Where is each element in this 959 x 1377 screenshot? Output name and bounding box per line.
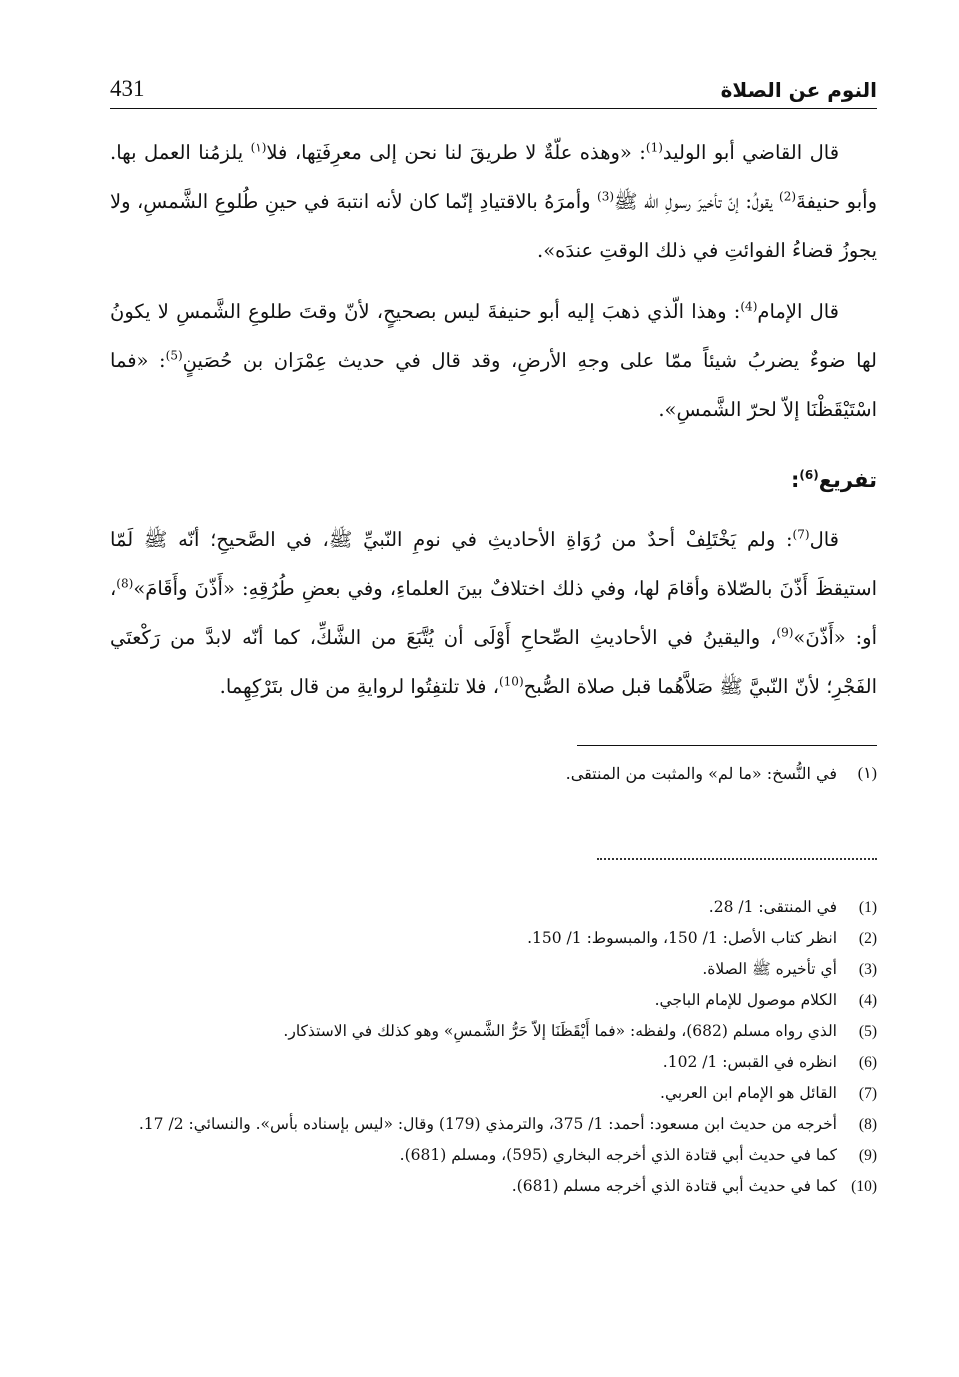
footnote-ref: (5) <box>165 348 183 363</box>
footnote-text: كما في حديث أبي قتادة الذي أخرجه مسلم (681). <box>511 1177 837 1195</box>
text-run: قال <box>809 528 839 551</box>
footnote-ref: (10) <box>498 674 524 689</box>
footnote-number: (10) <box>851 1178 877 1195</box>
footnote-item <box>110 1047 877 1078</box>
footnote-item <box>110 892 877 923</box>
footnote-number: (2) <box>858 930 877 947</box>
footnote-text: الذي رواه مسلم (682)، ولفظه: «فما أَيْقَظَنَا إلاّ حَرُّ الشَّمسِ» وهو كذلك في الاستذكار. <box>283 1022 837 1040</box>
heading-colon: : <box>790 468 800 492</box>
text-run: قال القاضي أبو الوليد <box>662 141 840 164</box>
text-run: ، فلا تلتفِتُوا لروايةِ من قال بتَرْكِهِما. <box>219 675 499 698</box>
text-run: : «وهذه علّةٌ لا طريقَ لنا نحن إلى معرِفَتِها، فلا <box>266 141 646 164</box>
text-run: : وهذا الّذي ذهبَ إليه أبو حنيفةَ ليس بصحيحٍ، لأنّ وقتَ طلوعِ الشَّمسِ لا يكونُ لها ضوءٌ يضربُ شيئاً ممّا على وجهِ الأرضِ، وقد قال في حديث عِمْرَان بن حُصَينٍ <box>110 300 877 372</box>
footnote-number: (6) <box>858 1054 877 1071</box>
footnote-text: في النُّسخ: «ما لم» والمثبت من المنتقى. <box>565 764 837 783</box>
footnote-item <box>110 1016 877 1047</box>
footnote-item <box>110 985 877 1016</box>
section-heading <box>110 456 877 505</box>
footnote-item <box>110 1078 877 1109</box>
footnote-item <box>110 954 877 985</box>
footnote-text: أخرجه من حديث ابن مسعود: أحمد: 1/ 375، والترمذي (179) وقال: «ليس بإسناده بأس». والنسائي: 2/ 17. <box>138 1115 837 1133</box>
footnote-text: القائل هو الإمام ابن العربي. <box>660 1084 837 1102</box>
footnotes-list <box>110 892 877 1202</box>
footnote-ref: (١) <box>250 140 267 155</box>
footnote-ref: (8) <box>116 576 134 591</box>
running-title: النوم عن الصلاة <box>720 78 877 102</box>
footnote-number: (8) <box>858 1116 877 1133</box>
manuscript-footnote <box>110 760 877 788</box>
footnote-text: انظر كتاب الأصل: 1/ 150، والمبسوط: 1/ 150. <box>527 929 837 947</box>
text-run: يلزمُنا العمل بها. وأبو حنيفةَ <box>110 141 878 213</box>
text-run: وأمرَهُ بالاقتيادِ إنّما كان لأنه انتبهَ في حينِ طُلوعِ الشَّمسِ، ولا يجوزُ قضاءُ الفوائتِ في ذلك الوقتِ عندَه». <box>110 190 877 262</box>
paragraph-1 <box>110 128 877 275</box>
page-header <box>110 68 877 109</box>
footnote-number: (3) <box>858 961 877 978</box>
footnote-number: (1) <box>858 899 877 916</box>
footnote-text: في المنتقى: 1/ 28. <box>708 898 837 916</box>
footnote-number: (4) <box>858 992 877 1009</box>
footnote-text: كما في حديث أبي قتادة الذي أخرجه البخاري (595)، ومسلم (681). <box>399 1146 837 1164</box>
dotted-divider <box>597 858 877 860</box>
footnote-ref: (6) <box>799 468 819 482</box>
footnote-item <box>110 1140 877 1171</box>
footnote-number: (١) <box>857 765 877 782</box>
text-run: قال الإمام <box>757 300 839 323</box>
footnote-item <box>110 1171 877 1202</box>
footnote-ref: (7) <box>792 527 810 542</box>
paragraph-2 <box>110 287 877 434</box>
footnote-item <box>110 1109 877 1140</box>
footnote-text: أي تأخيره ﷺ الصلاة. <box>702 960 837 978</box>
footnote-number: (5) <box>858 1023 877 1040</box>
text-run: : ولم يَخْتَلِفْ أحدٌ من رُوَاةِ الأحاديثِ في نومِ النّبيِّ ﷺ، في الصَّحيحِ؛ أنّه ﷺ لَمّا استيقظَ أَذّنَ بالصّلاة وأقامَ لها، وفي ذلك اختلافٌ بينَ العلماءِ، وفي بعضِ طُرُقِهِ: «أَذّنَ وأَقَامَ» <box>110 528 877 600</box>
footnote-ref: (4) <box>740 299 758 314</box>
footnote-text: الكلام موصول للإمام الباجي. <box>654 991 837 1009</box>
text-run: يقولُ: إنّ تأخيرَ رسولِ الله ﷺ <box>614 190 780 213</box>
footnote-text: انظره في القبس: 1/ 102. <box>662 1053 837 1071</box>
footnote-number: (7) <box>858 1085 877 1102</box>
main-text <box>110 128 877 711</box>
footnote-ref: (3) <box>597 189 615 204</box>
heading-text: تفريع <box>818 468 877 492</box>
footnote-divider <box>577 745 877 746</box>
text-run: : «فما اسْتَيْقَظْنَا إلاّ لحرّ الشَّمسِ». <box>110 349 877 421</box>
paragraph-3 <box>110 515 877 711</box>
text-run: ، أو: «أَذّنَ» <box>110 577 877 649</box>
footnote-number: (9) <box>858 1147 877 1164</box>
page-number: 431 <box>110 76 145 101</box>
footnote-ref: (9) <box>776 625 794 640</box>
footnote-item <box>110 923 877 954</box>
footnote-ref: (1) <box>645 140 663 155</box>
footnote-ref: (2) <box>779 189 797 204</box>
text-run: ، واليقينُ في الأحاديثِ الصِّحاحِ أَوْلَى أن يُتَّبَعَ من الشَّكِّ، كما أنّه لابدَّ من رَكْعتَي الفَجْرِ؛ لأنّ النّبيَّ ﷺ صَلاَّهُما قبل صلاة الصُّبح <box>110 626 877 698</box>
